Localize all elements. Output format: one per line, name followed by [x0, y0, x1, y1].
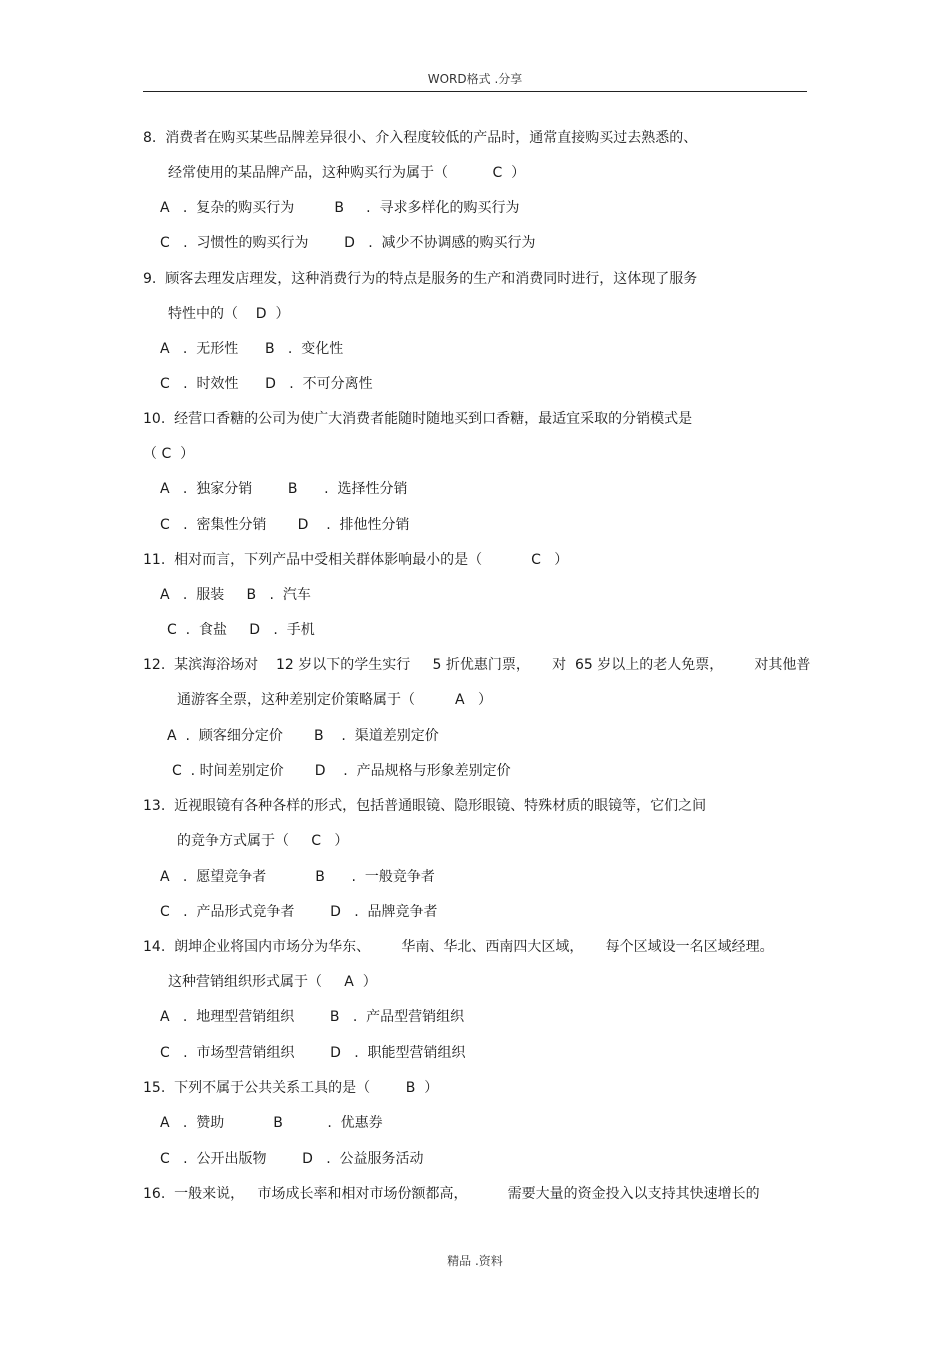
q9-options-cd: C . 时效性 D . 不可分离性	[160, 376, 373, 392]
q16-stem-line1: 16. 一般来说， 市场成长率和相对市场份额都高， 需要大量的资金投入以支持其快速增长的	[143, 1186, 760, 1202]
q15-stem: 15. 下列不属于公共关系工具的是（ B ）	[143, 1080, 439, 1096]
q11-options-cd: C . 食盐 D . 手机	[167, 622, 315, 638]
q8-stem-line1: 8. 消费者在购买某些品牌差异很小、介入程度较低的产品时，通常直接购买过去熟悉的、	[143, 130, 698, 146]
q14-stem-line2: 这种营销组织形式属于（ A ）	[168, 974, 377, 990]
q10-stem-line1: 10. 经营口香糖的公司为使广大消费者能随时随地买到口香糖，最适宜采取的分销模式是	[143, 411, 693, 427]
q11-stem: 11. 相对而言，下列产品中受相关群体影响最小的是（ C ）	[143, 552, 569, 568]
q10-options-cd: C . 密集性分销 D . 排他性分销	[160, 517, 410, 533]
q13-options-cd: C . 产品形式竞争者 D . 品牌竞争者	[160, 904, 438, 920]
q8-options-ab: A . 复杂的购买行为 B . 寻求多样化的购买行为	[160, 200, 520, 216]
q12-options-cd: C . 时间差别定价 D . 产品规格与形象差别定价	[172, 763, 511, 779]
q13-stem-line2: 的竞争方式属于（ C ）	[177, 833, 349, 849]
q15-options-ab: A . 赞助 B . 优惠券	[160, 1115, 383, 1131]
q8-options-cd: C . 习惯性的购买行为 D . 减少不协调感的购买行为	[160, 235, 536, 251]
q11-options-ab: A . 服装 B . 汽车	[160, 587, 311, 603]
q9-options-ab: A . 无形性 B . 变化性	[160, 341, 344, 357]
q12-stem-line2: 通游客全票，这种差别定价策略属于（ A ）	[177, 692, 492, 708]
page-header: WORD格式 .分享	[427, 72, 523, 86]
q13-options-ab: A . 愿望竞争者 B . 一般竞争者	[160, 869, 435, 885]
page-footer: 精品 .资料	[447, 1254, 503, 1268]
q10-options-ab: A . 独家分销 B . 选择性分销	[160, 481, 408, 497]
q15-options-cd: C . 公开出版物 D . 公益服务活动	[160, 1151, 424, 1167]
q9-stem-line2: 特性中的（ D ）	[168, 306, 290, 322]
q12-stem-line1: 12. 某滨海浴场对 12 岁以下的学生实行 5 折优惠门票， 对 65 岁以上的老人免票， 对其他普	[143, 657, 811, 673]
q14-stem-line1: 14. 朗坤企业将国内市场分为华东、 华南、华北、西南四大区域， 每个区域设一名区域经理。	[143, 939, 774, 955]
q13-stem-line1: 13. 近视眼镜有各种各样的形式，包括普通眼镜、隐形眼镜、特殊材质的眼镜等，它们之间	[143, 798, 707, 814]
q10-stem-line2: （ C ）	[143, 446, 195, 462]
q8-stem-line2: 经常使用的某品牌产品，这种购买行为属于（ C ）	[168, 165, 526, 181]
q9-stem-line1: 9. 顾客去理发店理发，这种消费行为的特点是服务的生产和消费同时进行，这体现了服务	[143, 271, 698, 287]
q14-options-ab: A . 地理型营销组织 B . 产品型营销组织	[160, 1009, 465, 1025]
q12-options-ab: A . 顾客细分定价 B . 渠道差别定价	[167, 728, 439, 744]
q14-options-cd: C . 市场型营销组织 D . 职能型营销组织	[160, 1045, 466, 1061]
header-rule	[143, 91, 807, 92]
